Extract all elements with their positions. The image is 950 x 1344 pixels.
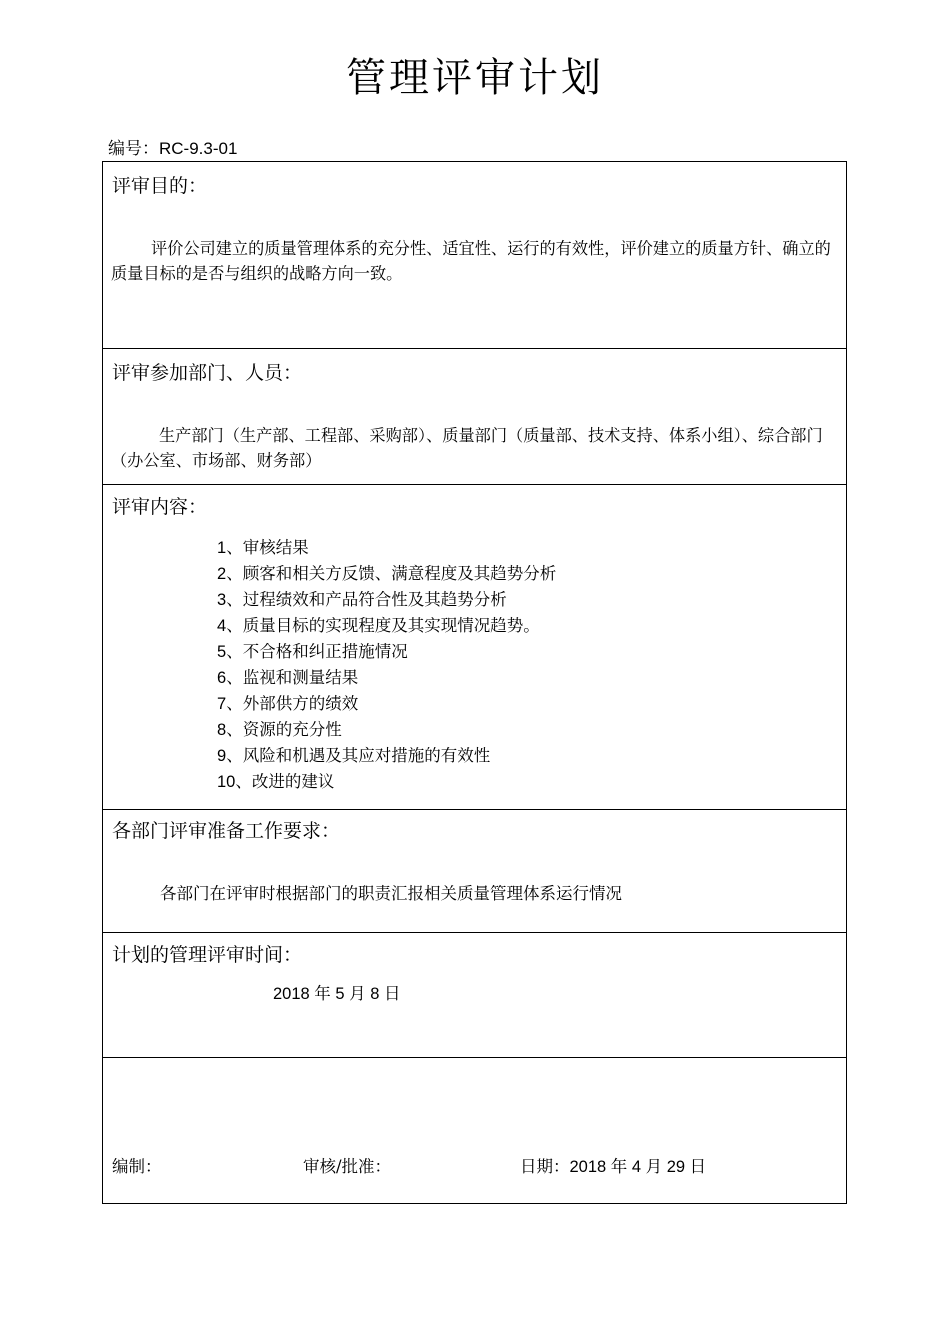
participants-text [111,423,840,473]
participants-text-body: 生产部门（生产部、工程部、采购部）、质量部门（质量部、技术支持、体系小组）、综合部门（办公室、市场部、财务部） [111,426,823,470]
content-item-number: 10 [217,773,236,791]
content-heading: 评审内容： [112,496,208,518]
content-list-item [217,613,556,639]
schedule-date: 2018 年 5 月 8 日 [273,985,401,1003]
content-list-item [217,535,556,561]
content-item-number: 7 [217,695,227,713]
content-item-text: 、监视和测量结果 [226,668,359,687]
purpose-text-body: 评价公司建立的质量管理体系的充分性、适宜性、运行的有效性，评价建立的质量方针、确立的质量目标的是否与组织的战略方向一致。 [111,239,831,283]
content-item-text: 、改进的建议 [235,772,335,791]
review-plan-table [102,161,847,1204]
content-item-text: 、外部供方的绩效 [226,694,359,713]
signoff-date-label: 日期： [520,1157,570,1176]
content-item-text: 、风险和机遇及其应对措施的有效性 [226,746,491,765]
content-item-number: 9 [217,747,227,765]
page-title: 管理评审计划 [346,55,604,101]
content-item-number: 1 [217,539,227,557]
document-number-label: 编号： [108,139,159,159]
content-item-text: 、质量目标的实现程度及其实现情况趋势。 [226,616,540,635]
content-list [217,535,556,795]
section-content [103,485,846,810]
section-participants [103,349,846,485]
content-list-item [217,639,556,665]
schedule-heading: 计划的管理评审时间： [112,944,303,966]
prepared-by-label: 编制： [112,1157,162,1176]
section-signoff [103,1058,846,1205]
section-purpose [103,162,846,349]
signoff-date [520,1156,706,1178]
content-item-text: 、不合格和纠正措施情况 [226,642,408,661]
content-list-item [217,587,556,613]
participants-heading: 评审参加部门、人员： [112,362,303,384]
document-number-value: RC-9.3-01 [159,139,238,158]
approved-by-label: 审核/批准： [303,1157,392,1176]
section-preparation [103,810,846,933]
content-item-number: 6 [217,669,227,687]
section-schedule [103,933,846,1058]
content-list-item [217,743,556,769]
content-list-item [217,691,556,717]
purpose-heading: 评审目的： [112,175,208,197]
content-list-item [217,717,556,743]
preparation-text: 各部门在评审时根据部门的职责汇报相关质量管理体系运行情况 [160,884,622,903]
content-list-item [217,665,556,691]
content-item-text: 、资源的充分性 [226,720,342,739]
content-item-text: 、审核结果 [226,538,309,557]
content-item-text: 、过程绩效和产品符合性及其趋势分析 [226,590,507,609]
content-item-number: 4 [217,617,227,635]
content-item-text: 、顾客和相关方反馈、满意程度及其趋势分析 [226,564,557,583]
document-number [108,138,237,160]
content-item-number: 3 [217,591,227,609]
content-list-item [217,561,556,587]
content-item-number: 5 [217,643,227,661]
purpose-text [111,236,838,286]
content-list-item [217,769,556,795]
content-item-number: 2 [217,565,227,583]
preparation-heading: 各部门评审准备工作要求： [112,820,341,842]
content-item-number: 8 [217,721,227,739]
signoff-date-value: 2018 年 4 月 29 日 [569,1158,707,1176]
